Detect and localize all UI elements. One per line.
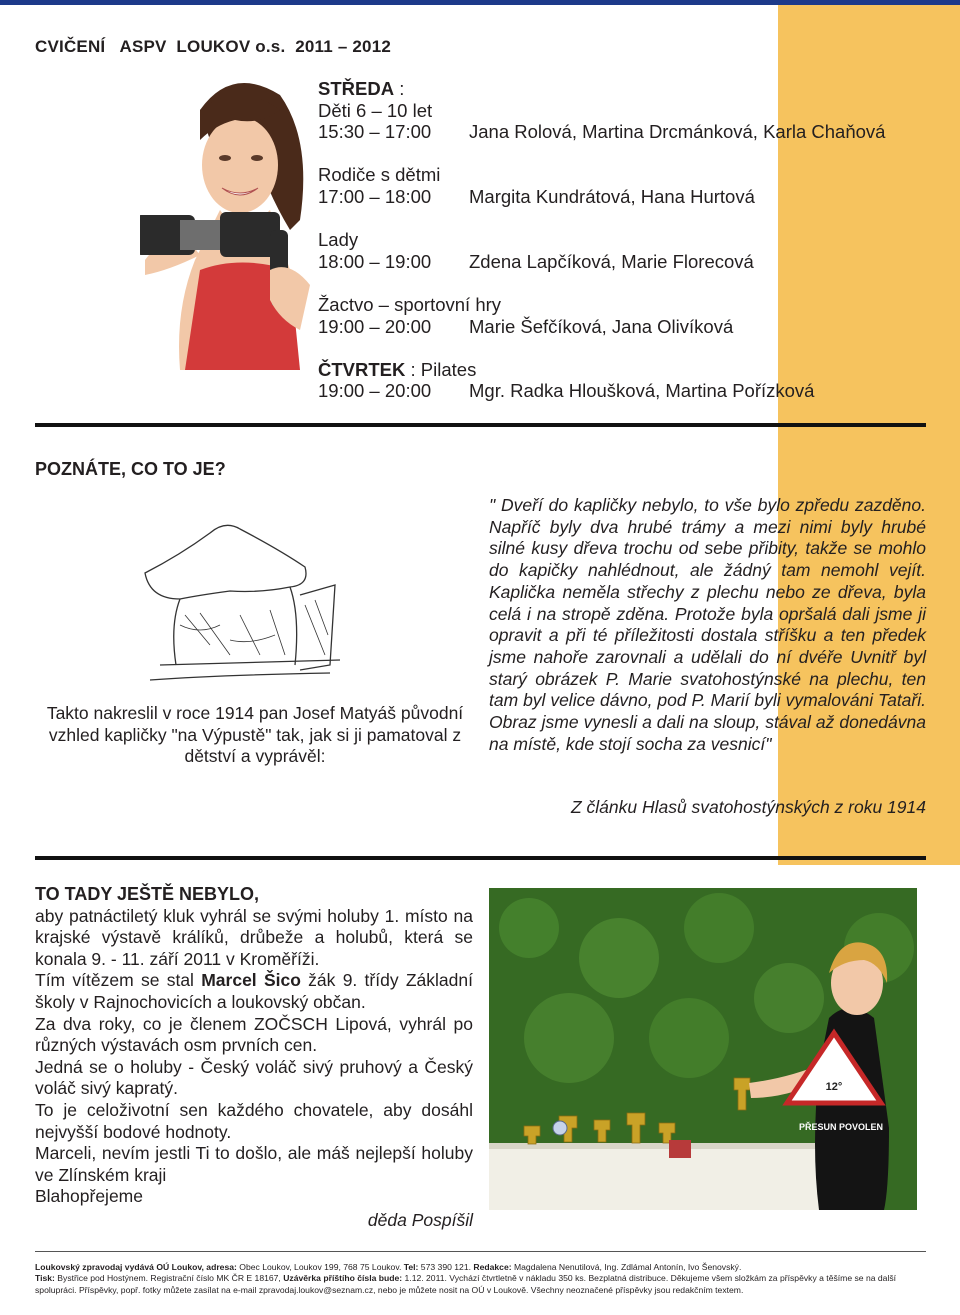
footer-text: Magdalena Nenutilová, Ing. Zdlámal Antonín, Ivo Šenovský. (511, 1262, 742, 1272)
instructors: Jana Rolová, Martina Drcmánková, Karla Chaňová (469, 121, 886, 143)
schedule-block (318, 294, 938, 337)
instructors: Margita Kundrátová, Hana Hurtová (469, 185, 755, 207)
footer-label: Tel: (403, 1262, 419, 1272)
footer-text: 573 390 121. (418, 1262, 474, 1272)
exercise-schedule (318, 78, 938, 424)
section-divider (35, 423, 926, 427)
article-signature: děda Pospíšil (367, 1209, 473, 1230)
article-paragraph (35, 970, 473, 1013)
footer-label: Uzávěrka příštího čísla bude: (283, 1273, 403, 1284)
footer-line (35, 1273, 930, 1296)
day-name: ČTVRTEK (318, 358, 406, 380)
sign-number: 12° (825, 1081, 843, 1093)
chapel-quote: " Dveří do kapličky nebylo, to vše bylo zpředu zazděno. Napříč byly dva hrubé trámy a mezi nimi byly hrubé silné kusy dřeva trochu od sebe přibity, takže se mohlo do kapičky nahlédnout, ale žádný tam nemohl vejít. Kaplička neměla střechy z plechu nebo ze dřeva, byla celá i na stropě zděna. Protože byla opršalá dali jsme ji opravit a při té příležitosti dostala stříšku a ten předek jsme nahoře zarovnali a udělali do ní dvéře Uvnitř byl starý obrázek P. Marie svatohostýnské na plechu, ten tam byl velice dávno, pod P. Marií byli vymalováni Tataři. Obraz jsme vynesli a dali na sloup, stával až donedávna na místě, kde stojí socha za vesnicí" (489, 495, 926, 754)
footer-label: Redakce: (473, 1262, 512, 1272)
group-name: Rodiče s dětmi (318, 164, 441, 186)
section-divider (35, 856, 926, 860)
winner-name: Marcel Šico (201, 970, 301, 991)
schedule-row (318, 121, 938, 143)
schedule-row (318, 380, 938, 402)
footer-label: Loukovský zpravodaj vydává OÚ Loukov, adresa: (35, 1262, 237, 1272)
text-run: žák 9. třídy Základní školy v Rajnochovicích a loukovský občan. (35, 970, 473, 1012)
schedule-wednesday (318, 78, 938, 143)
footer-text: Obec Loukov, Loukov 199, 768 75 Loukov. (236, 1262, 404, 1272)
boy-with-trophies-photo (489, 888, 917, 1210)
group-name: Žactvo – sportovní hry (318, 293, 502, 315)
article-paragraph: Marceli, nevím jestli Ti to došlo, ale máš nejlepší holuby ve Zlínském kraji (35, 1143, 473, 1185)
schedule-block (318, 229, 938, 272)
footer-text: 1.12. 2011. Vychází čtvrtletně v nákladu 350 ks. Bezplatná distribuce. Děkujeme všem složkám za příspěvky a těšíme se na další spolupráci. Příspěvky, popř. fotky můžete zasílat na e-mail zpravodaj.loukov@seznam.cz, nebo je můžete nosit na OÚ v Loukově. Všechny neoznačené příspěvky jsou redakčním textem. (35, 1273, 897, 1295)
footer-divider (35, 1251, 926, 1252)
sketch-caption: Takto nakreslil v roce 1914 pan Josef Matyáš původní vzhled kapličky "na Výpustě" tak, jak si ji pamatoval z dětství a vyprávěl: (46, 703, 464, 767)
schedule-row (318, 316, 938, 338)
day-suffix: : Pilates (405, 358, 477, 380)
article-paragraph: To je celoživotní sen každého chovatele, aby dosáhl nejvyšší bodové hodnoty. (35, 1099, 473, 1142)
instructors: Zdena Lapčíková, Marie Florecová (469, 250, 754, 272)
article-paragraph: Blahopřejeme (35, 1186, 143, 1207)
instructors: Mgr. Radka Hloušková, Martina Pořízková (469, 380, 815, 402)
footer-text: Bystřice pod Hostýnem. Registrační číslo MK ČR E 18167, (54, 1273, 284, 1284)
day-name: STŘEDA (318, 78, 395, 99)
article-heading: TO TADY JEŠTĚ NEBYLO, (35, 884, 260, 904)
footer-label: Tisk: (35, 1273, 55, 1284)
text-run: Tím vítězem se stal (35, 970, 202, 991)
group-name: Děti 6 – 10 let (318, 99, 433, 121)
imprint-footer (35, 1262, 930, 1296)
day-heading (318, 359, 938, 381)
schedule-thursday (318, 359, 938, 402)
chapel-sketch (140, 515, 340, 695)
article-paragraph: Jedná se o holuby - Český voláč sivý pruhový a Český voláč sivý kapratý. (35, 1056, 473, 1099)
riddle-title: POZNÁTE, CO TO JE? (35, 459, 226, 479)
schedule-row (318, 251, 938, 273)
group-name: Lady (318, 229, 359, 251)
pigeon-article (35, 884, 473, 1232)
time-slot: 15:30 – 17:00 (318, 121, 432, 143)
instructors: Marie Šefčíková, Jana Olivíková (469, 315, 734, 337)
shirt-text: PŘESUN POVOLEN (798, 1122, 884, 1132)
day-suffix: : (394, 78, 405, 99)
schedule-block (318, 164, 938, 207)
time-slot: 19:00 – 20:00 (318, 315, 432, 337)
footer-line (35, 1262, 930, 1273)
day-heading (318, 78, 938, 100)
page-title: CVIČENÍ ASPV LOUKOV o.s. 2011 – 2012 (35, 37, 392, 56)
woman-with-dumbbells-photo (140, 70, 325, 370)
time-slot: 17:00 – 18:00 (318, 185, 432, 207)
quote-source: Z článku Hlasů svatohostýnských z roku 1914 (570, 797, 926, 817)
schedule-row (318, 186, 938, 208)
article-paragraph: Za dva roky, co je členem ZOČSCH Lipová, vyhrál po různých výstavách osm prvních cen. (35, 1013, 473, 1056)
time-slot: 19:00 – 20:00 (318, 380, 432, 402)
time-slot: 18:00 – 19:00 (318, 250, 432, 272)
article-paragraph: aby patnáctiletý kluk vyhrál se svými holuby 1. místo na krajské výstavě králíků, drůbeže a holubů, která se konala 9. - 11. září 2011 v Kroměříži. (35, 905, 473, 969)
